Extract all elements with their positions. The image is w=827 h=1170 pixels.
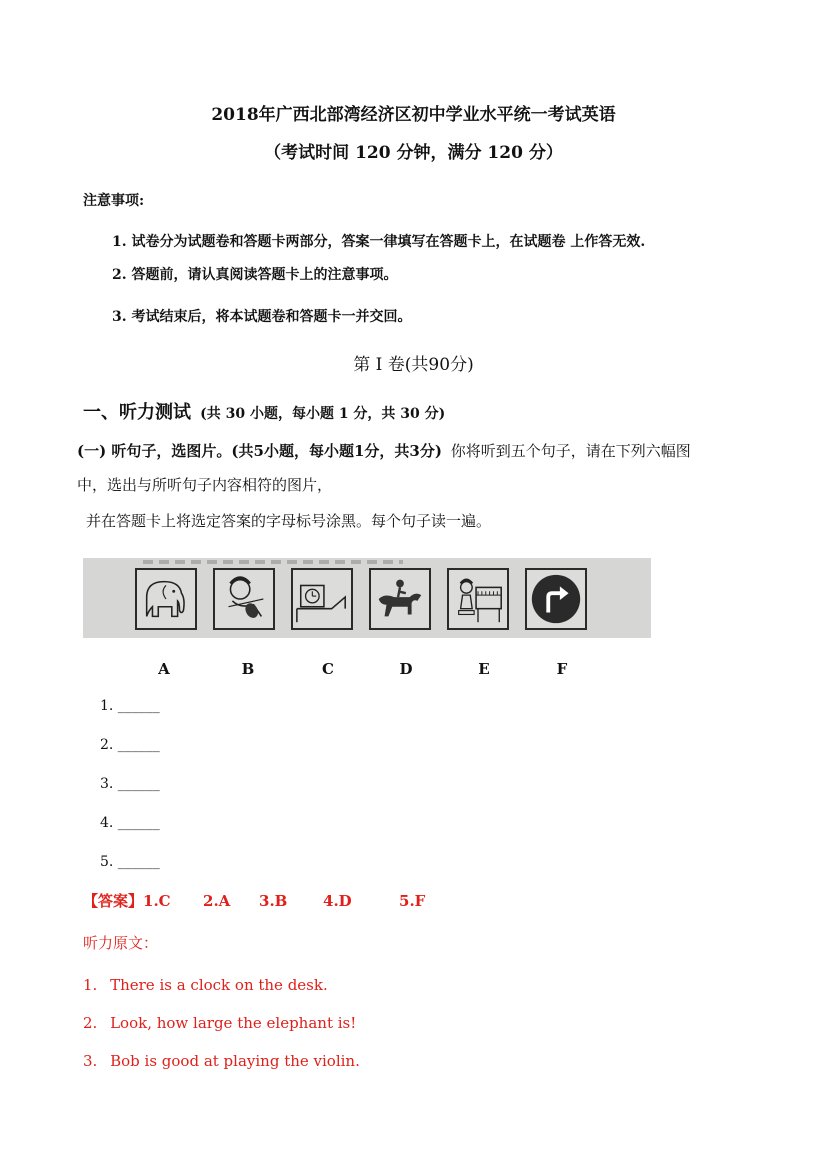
faded-caption — [143, 560, 403, 564]
picture-letter-b: B — [241, 660, 255, 678]
notice-item-2: 2. 答题前，请认真阅读答题卡上的注意事项。 — [112, 267, 398, 283]
transcript-text-1: There is a clock on the desk. — [110, 976, 328, 994]
notice-item-1: 1. 试卷分为试题卷和答题卡两部分，答案一律填写在答题卡上，在试题卷 上作答无效. — [112, 234, 646, 250]
subsection-label: (一) 听句子，选图片。(共5小题，每小题1分，共3分) — [77, 442, 442, 460]
turn-right-sign-icon — [525, 568, 587, 630]
answer-item-3: 3.B — [259, 892, 288, 910]
instruction-text-1: 你将听到五个句子，请在下列六幅图 — [450, 442, 691, 460]
answer-blank-3: 3. ______ — [100, 776, 160, 792]
picture-strip — [83, 558, 651, 638]
transcript-heading: 听力原文： — [83, 934, 159, 952]
answer-item-4: 4.D — [323, 892, 352, 910]
page-subtitle: （考试时间 120 分钟，满分 120 分） — [264, 143, 563, 163]
section-title-sub: (共 30 小题，每小题 1 分，共 30 分) — [200, 406, 446, 422]
picture-letter-d: D — [399, 660, 413, 678]
transcript-num-1: 1. — [83, 976, 98, 994]
section-heading — [83, 398, 445, 424]
answer-blank-4: 4. ______ — [100, 815, 160, 831]
notice-item-3: 3. 考试结束后，将本试题卷和答题卡一并交回。 — [112, 309, 412, 325]
subsection-instruction-line1 — [77, 440, 691, 461]
picture-letter-e: E — [478, 660, 490, 678]
instruction-text-3: 并在答题卡上将选定答案的字母标号涂黑。每个句子读一遍。 — [86, 512, 492, 530]
picture-letter-f: F — [556, 660, 568, 678]
piano-girl-icon — [447, 568, 509, 630]
transcript-text-2: Look, how large the elephant is! — [110, 1014, 357, 1032]
answer-item-5: 5.F — [399, 892, 426, 910]
clock-desk-icon — [291, 568, 353, 630]
transcript-text-3: Bob is good at playing the violin. — [110, 1052, 360, 1070]
violin-girl-icon — [213, 568, 275, 630]
elephant-icon — [135, 568, 197, 630]
part-title: 第 I 卷(共90分) — [353, 355, 474, 375]
instruction-text-2: 中，选出与所听句子内容相符的图片， — [77, 476, 333, 494]
transcript-num-3: 3. — [83, 1052, 98, 1070]
answer-label: 【答案】 — [83, 892, 144, 910]
transcript-line-1 — [83, 976, 328, 994]
transcript-num-2: 2. — [83, 1014, 98, 1032]
answer-blank-5: 5. ______ — [100, 854, 160, 870]
transcript-line-2 — [83, 1014, 356, 1032]
picture-letter-a: A — [158, 660, 170, 678]
horse-rider-icon — [369, 568, 431, 630]
transcript-line-3 — [83, 1052, 360, 1070]
page-title: 2018年广西北部湾经济区初中学业水平统一考试英语 — [211, 105, 616, 125]
picture-letter-c: C — [322, 660, 334, 678]
notice-heading: 注意事项: — [83, 193, 145, 209]
answer-blank-1: 1. ______ — [100, 698, 160, 714]
answer-key — [83, 890, 425, 911]
answer-item-1: 1.C — [143, 892, 171, 910]
answer-item-2: 2.A — [203, 892, 231, 910]
answer-blank-2: 2. ______ — [100, 737, 160, 753]
section-title-main: 一、听力测试 — [83, 402, 191, 423]
